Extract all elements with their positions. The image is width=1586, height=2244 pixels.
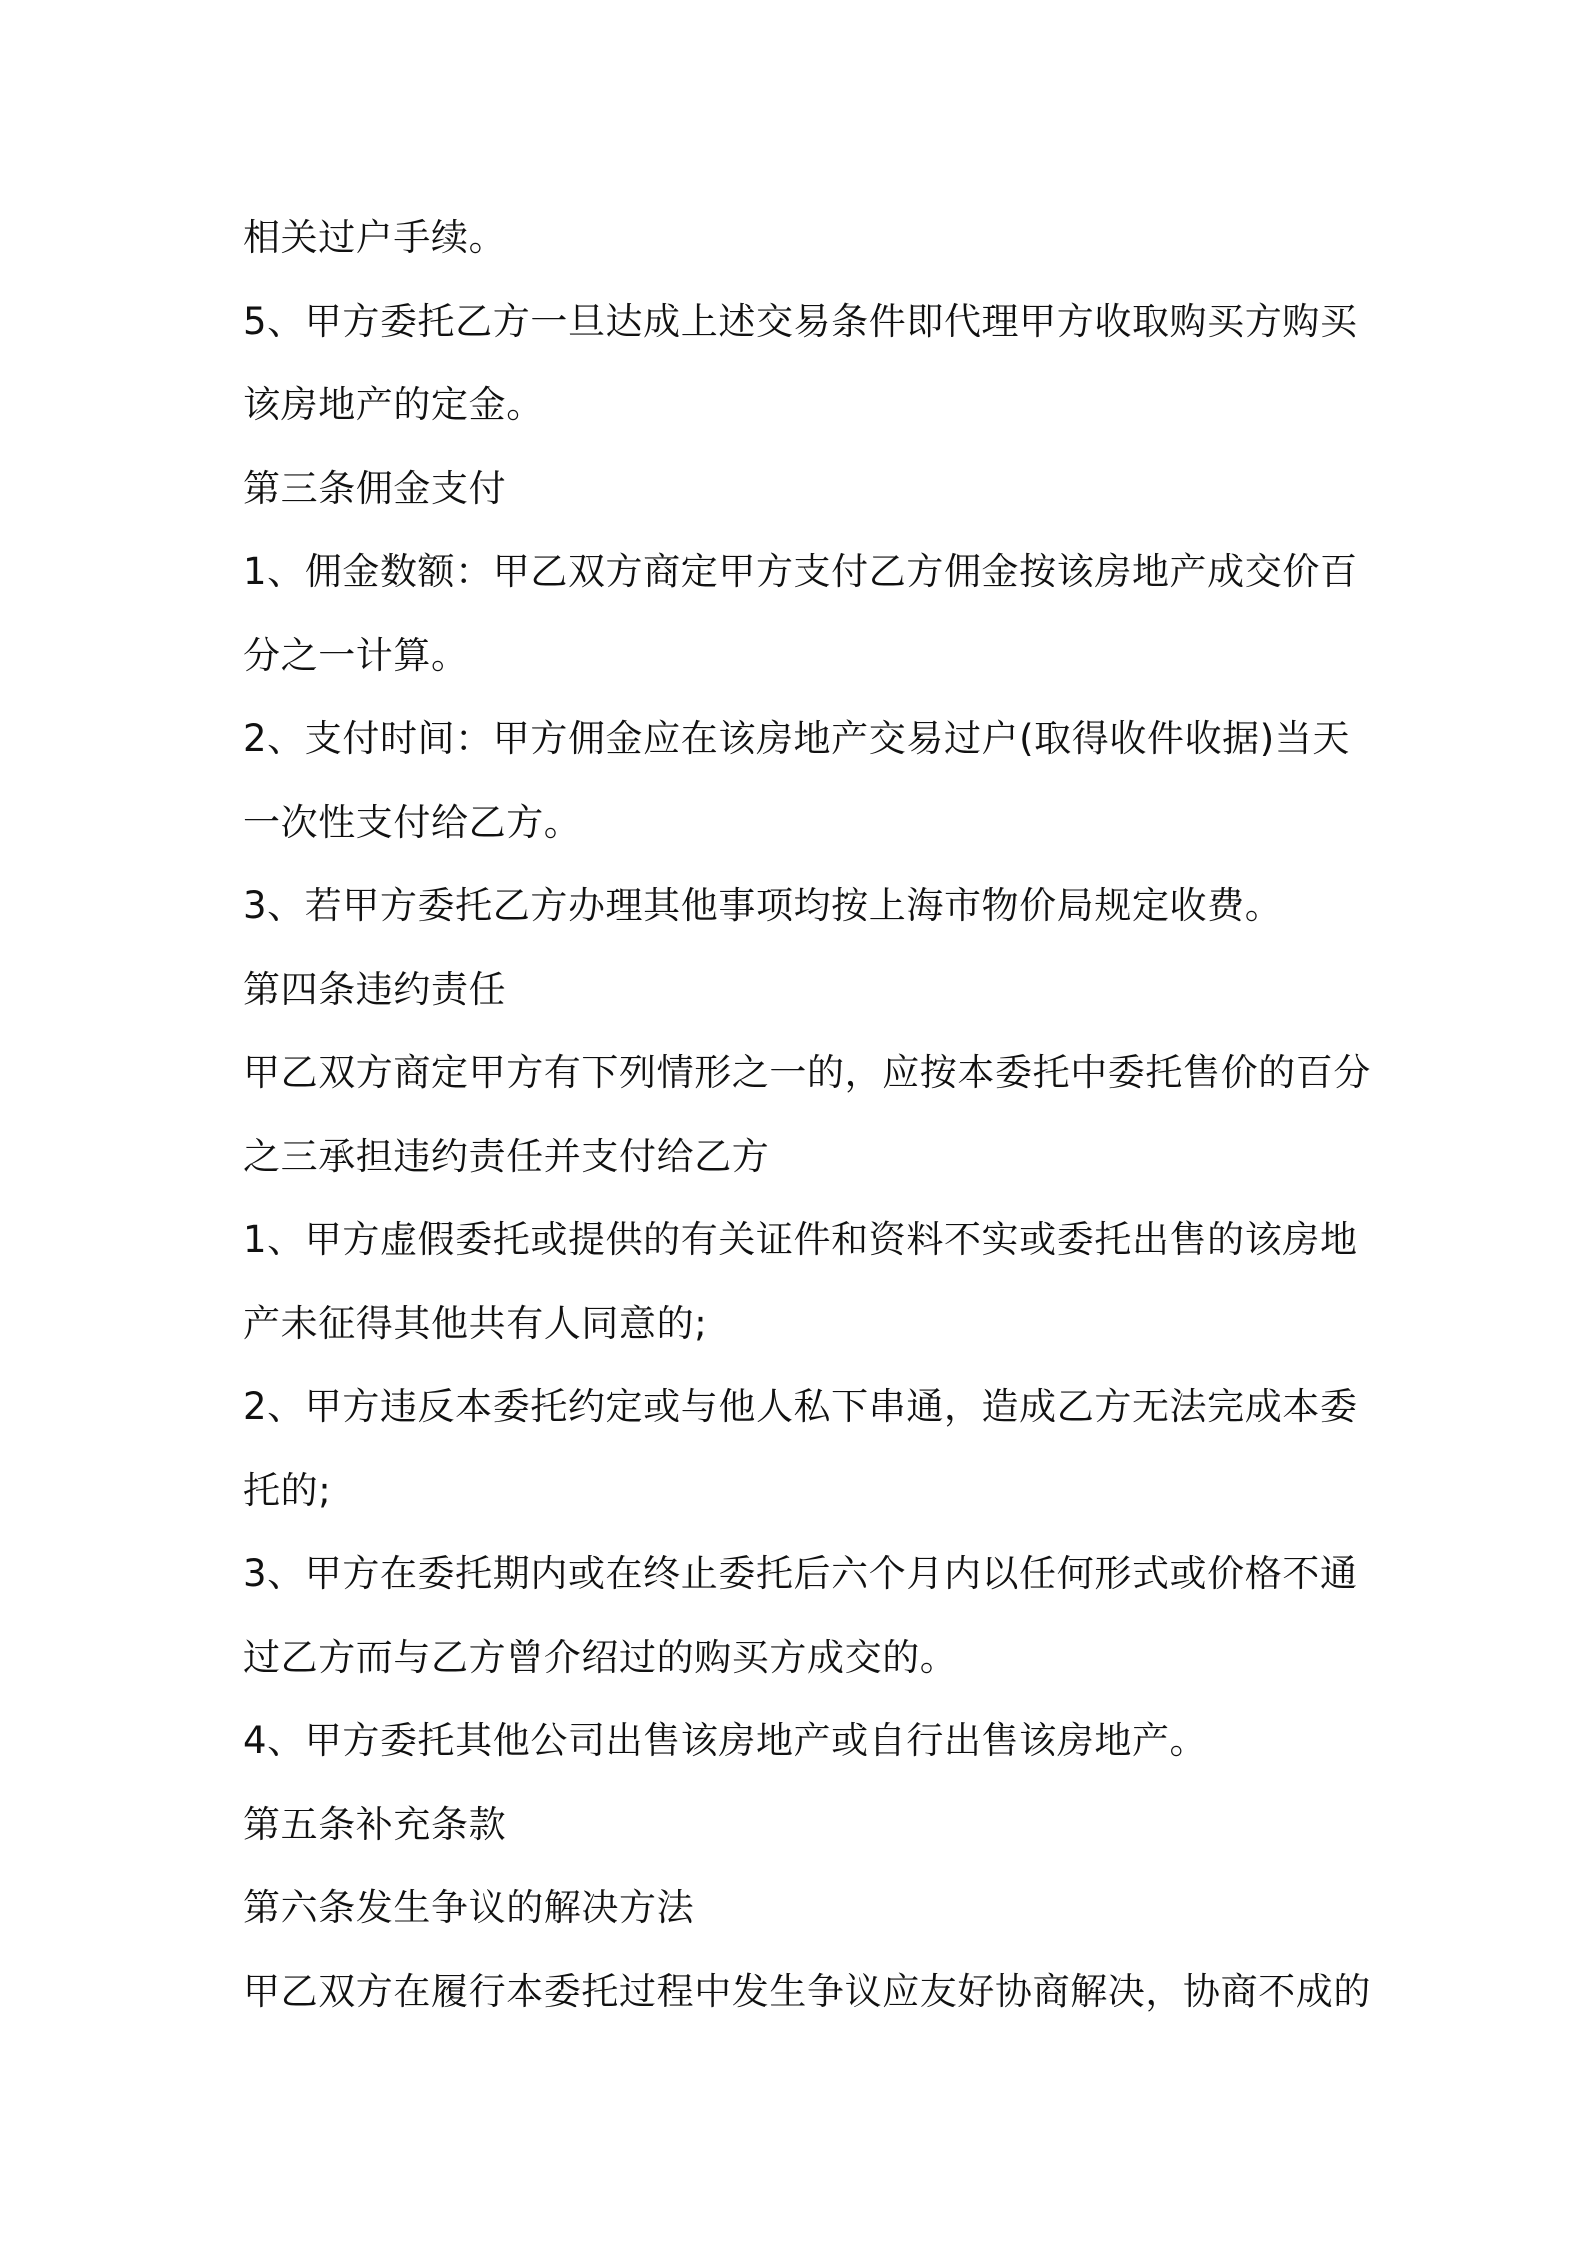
section-heading: 第四条违约责任: [243, 967, 507, 1011]
text-line: 4、甲方委托其他公司出售该房地产或自行出售该房地产。: [243, 1719, 1208, 1762]
text-line: 过乙方而与乙方曾介绍过的购买方成交的。: [243, 1635, 958, 1679]
text-line: 3、若甲方委托乙方办理其他事项均按上海市物价局规定收费。: [243, 884, 1283, 927]
text-line: 托的;: [243, 1468, 332, 1512]
text-line: 2、甲方违反本委托约定或与他人私下串通，造成乙方无法完成本委: [243, 1385, 1358, 1428]
text-line: 一次性支付给乙方。: [243, 800, 582, 844]
text-line: 3、甲方在委托期内或在终止委托后六个月内以任何形式或价格不通: [243, 1552, 1358, 1595]
document-body: [243, 196, 1371, 2033]
text-line: 分之一计算。: [243, 633, 469, 677]
text-line: 甲乙双方商定甲方有下列情形之一的，应按本委托中委托售价的百分: [243, 1051, 1371, 1094]
text-line: 产未征得其他共有人同意的;: [243, 1301, 708, 1345]
text-line: 1、佣金数额：甲乙双方商定甲方支付乙方佣金按该房地产成交价百: [243, 550, 1358, 593]
text-line: 1、甲方虚假委托或提供的有关证件和资料不实或委托出售的该房地: [243, 1218, 1358, 1261]
text-line: 甲乙双方在履行本委托过程中发生争议应友好协商解决，协商不成的: [243, 1969, 1371, 2013]
text-line: 2、支付时间：甲方佣金应在该房地产交易过户(取得收件收据)当天: [243, 717, 1351, 760]
text-line: 相关过户手续。: [243, 216, 507, 259]
section-heading: 第六条发生争议的解决方法: [243, 1886, 695, 1929]
section-heading: 第三条佣金支付: [243, 466, 507, 510]
text-line: 5、甲方委托乙方一旦达成上述交易条件即代理甲方收取购买方购买: [243, 299, 1358, 343]
section-heading: 第五条补充条款: [243, 1802, 507, 1846]
text-line: 该房地产的定金。: [243, 383, 544, 426]
text-line: 之三承担违约责任并支付给乙方: [243, 1134, 770, 1178]
